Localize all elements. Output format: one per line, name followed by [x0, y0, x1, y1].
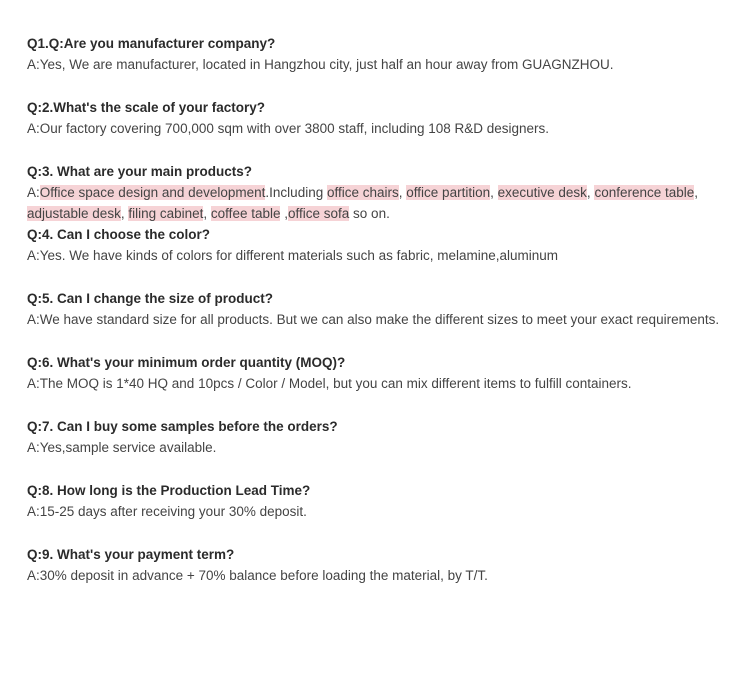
answer-9: A:30% deposit in advance + 70% balance before loading the material, by T/T.	[27, 568, 488, 583]
faq-item-9	[27, 544, 747, 586]
answer-3	[27, 182, 747, 224]
faq-item-1	[27, 33, 747, 75]
question-4: Q:4. Can I choose the color?	[27, 227, 211, 242]
question-9: Q:9. What's your payment term?	[27, 547, 235, 562]
highlight-adjustable-desk: adjustable desk	[27, 206, 121, 221]
highlight-conference-table: conference table	[594, 185, 695, 200]
separator: ,	[398, 185, 407, 200]
highlight-office-chairs: office chairs	[326, 185, 399, 200]
faq-item-7	[27, 416, 747, 458]
answer-3-text: .Including	[265, 185, 327, 200]
separator: ,	[280, 206, 288, 221]
question-6: Q:6. What's your minimum order quantity (MOQ)?	[27, 355, 346, 370]
separator: ,	[694, 185, 699, 200]
question-7: Q:7. Can I buy some samples before the orders?	[27, 419, 338, 434]
question-2: Q:2.What's the scale of your factory?	[27, 100, 266, 115]
highlight-coffee-table: coffee table	[210, 206, 281, 221]
answer-1: A:Yes, We are manufacturer, located in Hangzhou city, just half an hour away from GUAGNZHOU.	[27, 57, 614, 72]
highlight-office-sofa: office sofa	[288, 206, 350, 221]
faq-section	[27, 33, 747, 586]
separator: ,	[586, 185, 595, 200]
highlight-executive-desk: executive desk	[497, 185, 587, 200]
separator: ,	[203, 206, 211, 221]
answer-6: A:The MOQ is 1*40 HQ and 10pcs / Color / Model, but you can mix different items to fulfill containers.	[27, 376, 632, 391]
answer-2: A:Our factory covering 700,000 sqm with over 3800 staff, including 108 R&D designers.	[27, 121, 550, 136]
highlight-filing-cabinet: filing cabinet	[128, 206, 204, 221]
answer-5: A:We have standard size for all products. But we can also make the different sizes to meet your exact requirements.	[27, 312, 720, 327]
faq-item-8	[27, 480, 747, 522]
answer-7: A:Yes,sample service available.	[27, 440, 217, 455]
question-8: Q:8. How long is the Production Lead Time?	[27, 483, 311, 498]
question-3: Q:3. What are your main products?	[27, 164, 253, 179]
answer-3-suffix: so on.	[349, 206, 390, 221]
faq-item-5	[27, 288, 747, 330]
highlight-office-space-design: Office space design and development	[39, 185, 266, 200]
answer-8: A:15-25 days after receiving your 30% deposit.	[27, 504, 307, 519]
faq-item-2	[27, 97, 747, 139]
separator: ,	[490, 185, 498, 200]
question-1: Q1.Q:Are you manufacturer company?	[27, 36, 276, 51]
faq-item-4	[27, 224, 747, 266]
question-5: Q:5. Can I change the size of product?	[27, 291, 274, 306]
highlight-office-partition: office partition	[406, 185, 491, 200]
faq-item-3	[27, 161, 747, 224]
separator: ,	[120, 206, 129, 221]
answer-3-prefix: A:	[27, 185, 40, 200]
faq-item-6	[27, 352, 747, 394]
answer-4: A:Yes. We have kinds of colors for different materials such as fabric, melamine,aluminum	[27, 248, 558, 263]
